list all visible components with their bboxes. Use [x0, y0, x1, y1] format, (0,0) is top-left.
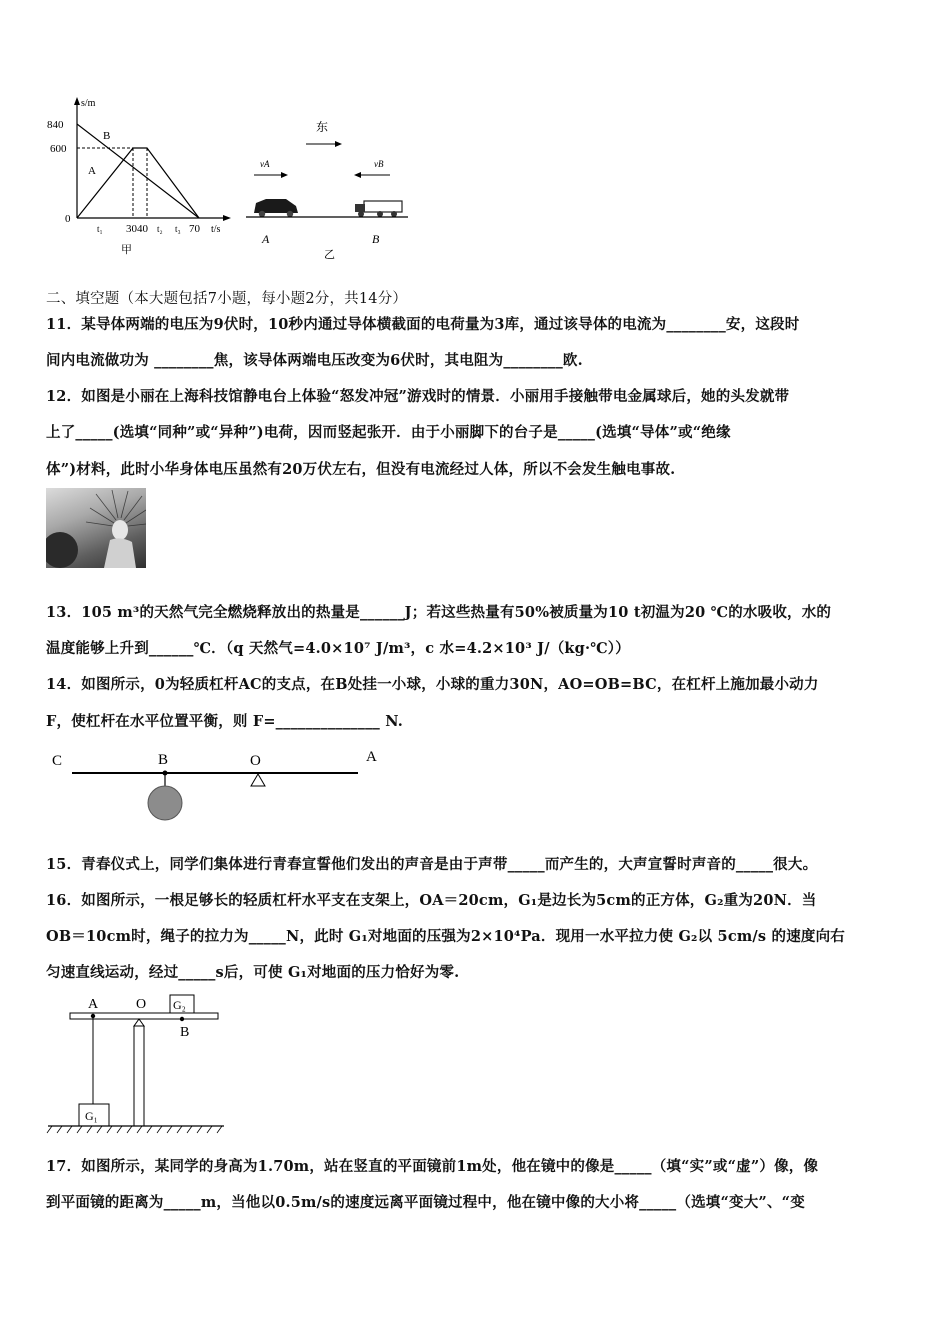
lever-label-a: A [366, 749, 377, 765]
x-tick-70: 70 [189, 223, 200, 235]
lever16-label-a: A [88, 997, 99, 1012]
fulcrum [251, 774, 265, 786]
lever-label-c: C [52, 753, 63, 769]
va-label: vA [260, 159, 270, 169]
x-tick-t2: t₂ [157, 224, 163, 234]
distance-time-graph [47, 95, 240, 260]
origin-label: 0 [65, 213, 71, 225]
lever16-label-b: B [180, 1025, 190, 1040]
q17-line1: 17．如图所示，某同学的身高为1.70m，站在竖直的平面镜前1m处，他在镜中的像是_____（填“实”或“虚”）像，像 [46, 1158, 819, 1175]
support-post [134, 1026, 144, 1126]
lever-diagram-q14 [48, 745, 388, 825]
x-axis-label: t/s [211, 224, 221, 235]
lever16-label-o: O [136, 997, 147, 1012]
x-tick-3040: 3040 [126, 223, 148, 235]
truck-b [355, 201, 402, 217]
q13-line2: 温度能够上升到______℃．（q 天然气=4.0×10⁷ J/m³，c 水=4.2×10³ J/（kg·℃）） [46, 640, 630, 657]
q16-line1: 16．如图所示，一根足够长的轻质杠杆水平支在支架上，OA＝20cm，G₁是边长为5cm的正方体，G₂重为20N．当 [46, 892, 817, 909]
lever-label-o: O [250, 753, 261, 769]
q13-line1: 13．105 m³的天然气完全燃烧释放出的热量是______J；若这些热量有50%被质量为10 t初温为20 ℃的水吸收，水的 [46, 604, 832, 621]
section-title: 二、填空题（本大题包括7小题，每小题2分，共14分） [46, 291, 408, 307]
q14-line1: 14．如图所示，0为轻质杠杆AC的支点，在B处挂一小球，小球的重力30N，AO=OB=BC，在杠杆上施加最小动力 [46, 676, 819, 693]
vb-label: vB [374, 159, 384, 169]
q12-line1: 12．如图是小丽在上海科技馆静电台上体验“怒发冲冠”游戏时的情景．小丽用手接触带电金属球后，她的头发就带 [46, 388, 790, 405]
q16-line2: OB＝10cm时，绳子的拉力为_____N，此时 G₁对地面的压强为2×10⁴Pa．现用一水平拉力使 G₂以 5cm/s 的速度向右 [46, 928, 845, 945]
q15-line1: 15．青春仪式上，同学们集体进行青春宣誓他们发出的声音是由于声带_____而产生的，大声宣誓时声音的_____很大。 [46, 856, 818, 873]
x-tick-t1: t₁ [97, 224, 103, 234]
direction-label: 东 [316, 120, 329, 134]
scene-caption: 乙 [324, 249, 335, 261]
car-scene [240, 115, 420, 260]
x-tick-t3: t₃ [175, 224, 181, 234]
static-hair-photo [46, 488, 146, 568]
q14-line2: F，使杠杆在水平位置平衡，则 F=______________ N. [46, 713, 404, 730]
car-a [254, 199, 298, 217]
hanging-ball [148, 786, 182, 820]
car-b-label: B [372, 232, 380, 246]
q17-line2: 到平面镜的距离为_____m，当他以0.5m/s的速度远离平面镜过程中，他在镜中像的大小将_____（选填“变大”、“变 [46, 1194, 805, 1211]
line-b-label: B [103, 130, 111, 142]
y-tick-600: 600 [50, 143, 67, 155]
lever-label-b: B [158, 752, 169, 768]
lever16-label-g1: G₁ [85, 1109, 98, 1123]
y-tick-840: 840 [47, 119, 64, 131]
q16-line3: 匀速直线运动，经过_____s后，可使 G₁对地面的压力恰好为零. [46, 964, 460, 981]
line-a [77, 148, 199, 218]
q12-line2: 上了_____(选填“同种”或“异种”)电荷，因而竖起张开．由于小丽脚下的台子是_____(选填“导体”或“绝缘 [46, 424, 731, 441]
y-axis-label: s/m [81, 98, 96, 109]
q11-line1: 11．某导体两端的电压为9伏时，10秒内通过导体横截面的电荷量为3库，通过该导体的电流为________安，这段时 [46, 316, 800, 333]
q11-line2: 间内电流做功为 ________焦，该导体两端电压改变为6伏时，其电阻为________欧. [46, 352, 583, 369]
graph-caption: 甲 [121, 244, 132, 256]
lever16-label-g2: G₂ [173, 998, 186, 1012]
car-a-label: A [262, 232, 270, 246]
lever-diagram-q16 [46, 992, 236, 1137]
line-a-label: A [88, 165, 96, 177]
q12-line3: 体”)材料，此时小华身体电压虽然有20万伏左右，但没有电流经过人体，所以不会发生触电事故. [46, 461, 676, 478]
